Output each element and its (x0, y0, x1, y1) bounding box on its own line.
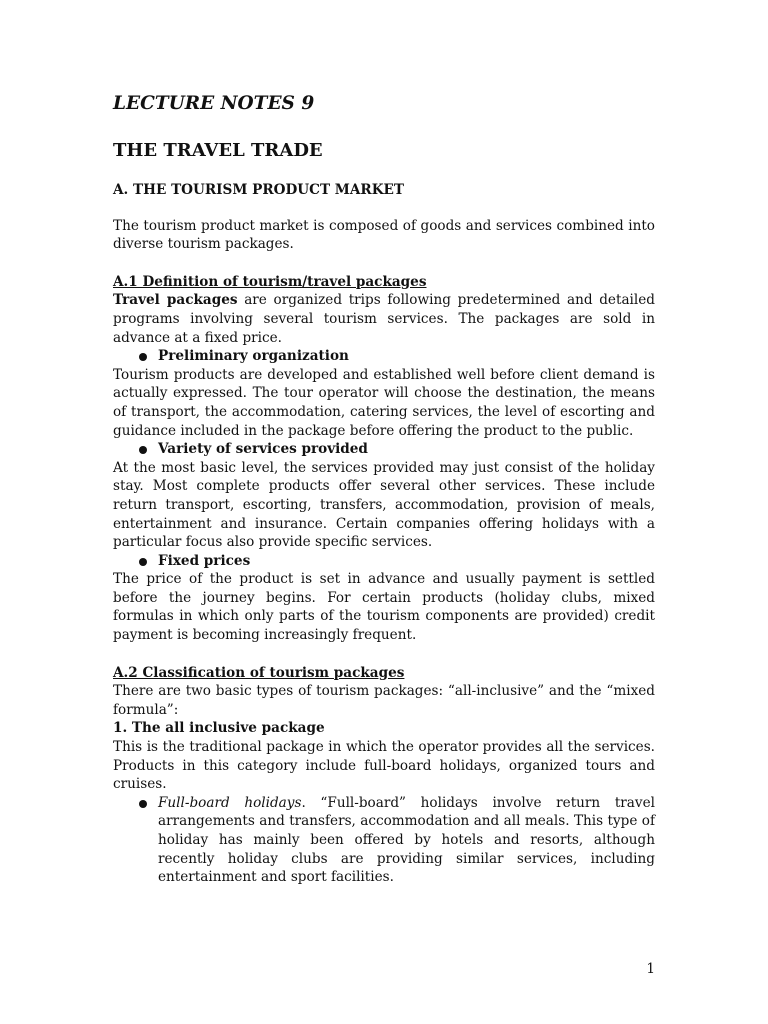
page-number: 1 (646, 961, 655, 977)
full-board-text: . “Full-board” holidays involve return travel arrangements and transfers, accommodation and all meals. This type of holiday has mainly been offered by hotels and resorts, although recently holiday clubs are providing similar services, including entertainment and sport facilities. (158, 794, 655, 886)
definition-paragraph (113, 291, 655, 347)
fixed-prices-text: The price of the product is set in advance and usually payment is settled before the journey begins. For certain products (holiday clubs, mixed formulas in which only parts of the tourism components are provided) credit payment is becoming increasingly frequent. (113, 571, 655, 644)
bullet-dot-icon (139, 800, 147, 808)
full-board-term: Full-board holidays (158, 794, 302, 811)
bullet-heading: Preliminary organization (158, 348, 349, 365)
bullet-heading: Fixed prices (158, 552, 251, 569)
definition-term: Travel packages (113, 292, 238, 309)
classification-intro: There are two basic types of tourism packages: “all-inclusive” and the “mixed formula”: (113, 683, 655, 718)
bullet-fixed-prices (113, 552, 655, 571)
bullet-dot-icon (139, 558, 147, 566)
all-inclusive-text: This is the traditional package in which the operator provides all the services. Products in this category include full-board holidays, organized tours and cruises. (113, 739, 655, 793)
bullet-full-board-holidays (113, 794, 655, 887)
bullet-dot-icon (139, 446, 147, 454)
bullet-dot-icon (139, 353, 147, 361)
bullet-heading: Variety of services provided (158, 441, 368, 458)
preliminary-organization-text: Tourism products are developed and established well before client demand is actually expressed. The tour operator will choose the destination, the means of transport, the accommodation, catering services, the level of escorting and guidance included in the package before offering the product to the public. (113, 366, 655, 439)
all-inclusive-heading: 1. The all inclusive package (113, 720, 325, 737)
variety-of-services-text: At the most basic level, the services provided may just consist of the holiday stay. Most complete products offer several other services. These include return transport, escorting, transfers, accommodation, provision of meals, entertainment and insurance. Certain companies offering holidays with a particular focus also provide specific services. (113, 459, 655, 551)
section-a-heading: A. THE TOURISM PRODUCT MARKET (113, 182, 404, 198)
section-a1-heading: A.1 Definition of tourism/travel packages (113, 273, 427, 290)
bullet-variety-of-services (113, 440, 655, 459)
definition-text: are organized trips following predetermined and detailed programs involving several tourism services. The packages are sold in advance at a fixed price. (113, 292, 655, 346)
intro-paragraph: The tourism product market is composed of goods and services combined into diverse tourism packages. (113, 217, 655, 253)
main-title: THE TRAVEL TRADE (113, 140, 323, 161)
lecture-title: LECTURE NOTES 9 (113, 93, 315, 114)
section-a2-heading: A.2 Classification of tourism packages (113, 664, 405, 681)
document-page (113, 92, 655, 887)
bullet-preliminary-organization (113, 347, 655, 366)
